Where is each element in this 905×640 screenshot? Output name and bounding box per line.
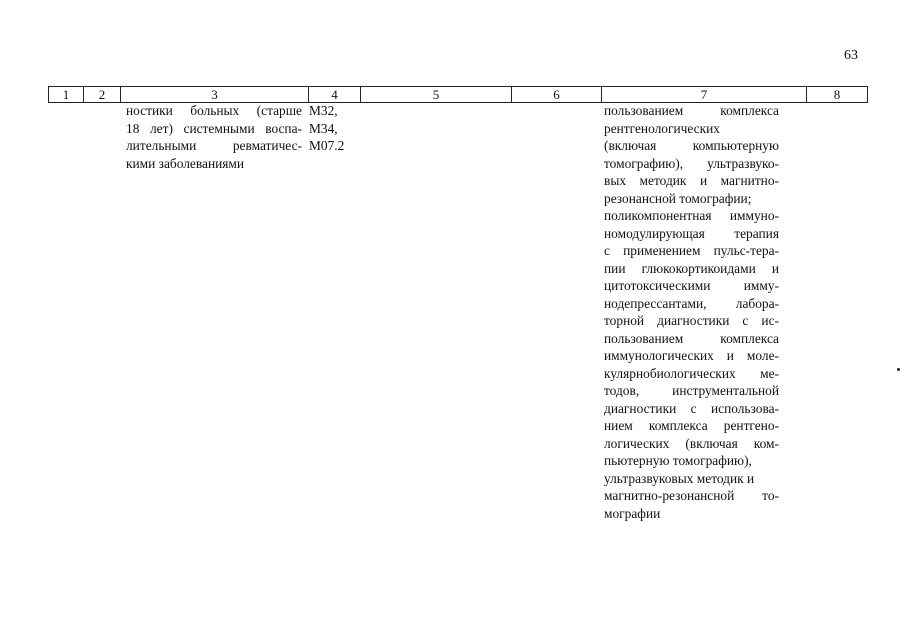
column-7-text	[604, 102, 779, 522]
col7-line: номодулирующая терапия	[604, 225, 779, 241]
column-4-codes	[309, 102, 359, 155]
header-cell-1: 1	[48, 87, 83, 102]
page-number: 63	[844, 48, 858, 63]
header-cell-4: 4	[308, 87, 360, 102]
col3-line: 18 лет) системными воспа-	[126, 120, 302, 136]
header-cell-6: 6	[511, 87, 601, 102]
edge-mark	[897, 368, 900, 371]
header-cell-3: 3	[120, 87, 308, 102]
col7-line: (включая компьютерную	[604, 138, 779, 153]
col7-line: поликомпонентная иммуно-	[604, 208, 779, 223]
col7-line: пьютерную томографию),	[604, 453, 752, 468]
col4-line: M07.2	[309, 138, 345, 153]
col7-line: пользованием комплекса	[604, 103, 779, 118]
col4-line: M32,	[309, 103, 338, 118]
col7-line: мографии	[604, 505, 661, 521]
col7-line: торной диагностики с ис-	[604, 313, 779, 328]
col3-line: лительными ревматичес-	[126, 138, 302, 153]
col7-line: резонансной томографии;	[604, 190, 752, 206]
col7-line: диагностики с использова-	[604, 400, 779, 416]
col7-line: магнитно-резонансной то-	[604, 488, 779, 503]
col7-line: томографию), ультразвуко-	[604, 155, 779, 171]
column-3-text	[126, 102, 302, 172]
col7-line: кулярнобиологических ме-	[604, 365, 779, 381]
col7-line: вых методик и магнитно-	[604, 173, 779, 188]
col3-line: ностики больных (старше	[126, 103, 302, 118]
col7-line: пользованием комплекса	[604, 330, 779, 346]
col7-line: с применением пульс-тера-	[604, 243, 779, 258]
col7-line: рентгенологических	[604, 120, 720, 136]
col7-line: тодов, инструментальной	[604, 383, 779, 398]
header-cell-8: 8	[806, 87, 868, 102]
col7-line: пии глюкокортикоидами и	[604, 260, 779, 276]
col4-line: M34,	[309, 120, 338, 136]
col7-line: логических (включая ком-	[604, 435, 779, 451]
col7-line: нодепрессантами, лабора-	[604, 295, 779, 311]
col7-line: ультразвуковых методик и	[604, 470, 755, 486]
table-header-row	[48, 86, 868, 103]
col7-line: цитотоксическими имму-	[604, 278, 779, 293]
header-cell-2: 2	[83, 87, 120, 102]
header-cell-7: 7	[601, 87, 806, 102]
col7-line: нием комплекса рентгено-	[604, 418, 779, 433]
col3-line: кими заболеваниями	[126, 155, 245, 171]
col7-line: иммунологических и моле-	[604, 348, 779, 363]
header-cell-5: 5	[360, 87, 511, 102]
